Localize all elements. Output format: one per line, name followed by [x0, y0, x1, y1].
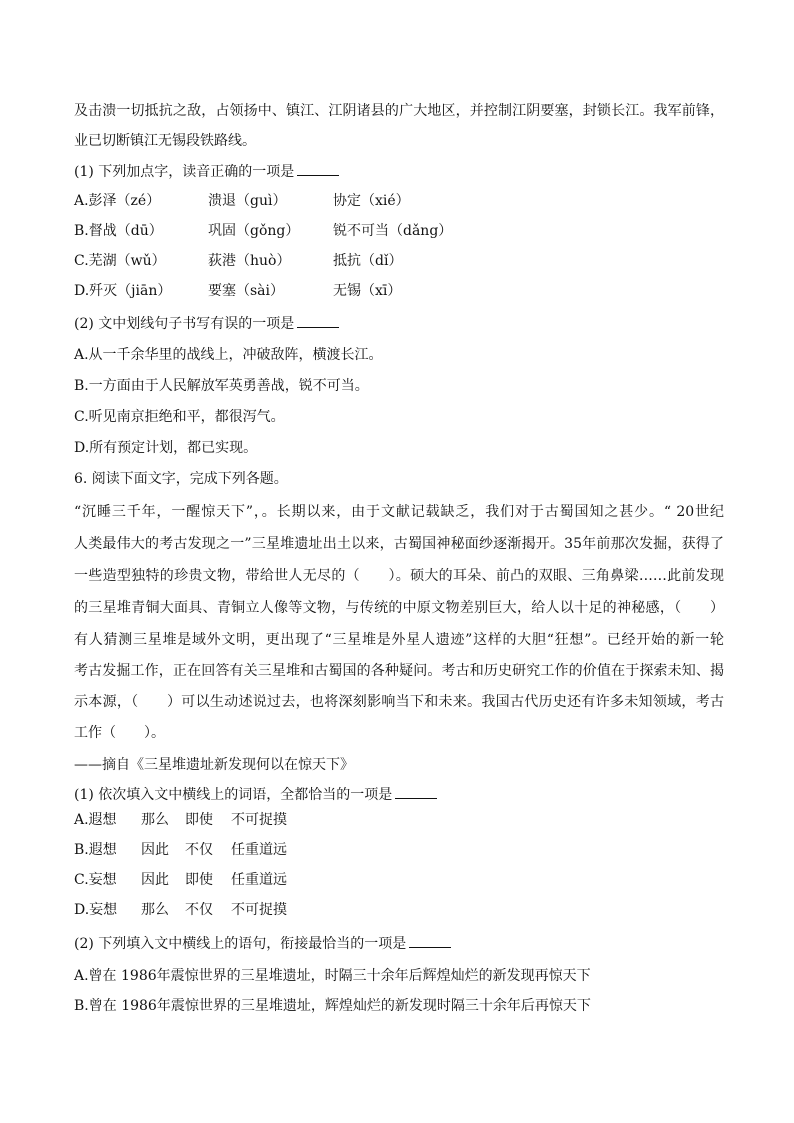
q6-passage-line-3: 一些造型独特的珍贵文物，带给世人无尽的（ ）。硕大的耳朵、前凸的双眼、三角鼻梁……此前发现: [74, 568, 724, 584]
answer-blank: [409, 934, 451, 948]
q6-1-stem-text: (1) 依次填入文中横线上的词语，全都恰当的一项是: [74, 787, 393, 803]
q6-1-option-c-4: 任重道远: [231, 872, 287, 888]
answer-blank: [297, 162, 339, 176]
q5-2-stem-text: (2) 文中划线句子书写有误的一项是: [74, 316, 295, 332]
q6-2-option-a: A.曾在 1986年震惊世界的三星堆遗址，时隔三十余年后辉煌灿烂的新发现再惊天下: [74, 968, 591, 984]
q5-1-option-b-3: 锐不可当（dǎng）: [333, 223, 453, 239]
q5-1-option-d-2: 要塞（sài）: [208, 283, 285, 299]
q6-passage-line-4: 的三星堆青铜大面具、青铜立人像等文物，与传统的中原文物差别巨大，给人以十足的神秘感，（ ）: [74, 600, 724, 616]
q6-2-option-b: B.曾在 1986年震惊世界的三星堆遗址，辉煌灿烂的新发现时隔三十余年后再惊天下: [74, 998, 591, 1014]
q6-1-option-d-1: D.妄想: [74, 902, 118, 918]
q6-1-option-a-4: 不可捉摸: [231, 812, 287, 828]
q6-passage-line-2: 人类最伟大的考古发现之一”三星堆遗址出土以来，古蜀国神秘面纱逐渐揭开。35年前那次发掘，获得了: [74, 536, 724, 552]
q6-passage-line-6: 考古发掘工作，正在回答有关三星堆和古蜀国的各种疑问。考古和历史研究工作的价值在于探索未知、揭: [74, 663, 724, 679]
q5-2-stem: [74, 314, 724, 334]
q5-1-option-a-3: 协定（xié）: [333, 193, 410, 209]
q5-1-option-c-2: 荻港（huò）: [208, 253, 291, 269]
q6-1-option-d-2: 那么: [141, 902, 169, 918]
intro-line-2: 业已切断镇江无锡段铁路线。: [74, 133, 256, 149]
q6-passage-line-5: 有人猜测三星堆是域外文明，更出现了“三星堆是外星人遗迹”这样的大胆“狂想”。已经开始的新一轮: [74, 632, 724, 648]
q6-2-stem: [74, 934, 724, 954]
q6-1-option-b-2: 因此: [141, 842, 169, 858]
q5-1-option-a-2: 溃退（guì）: [208, 193, 287, 209]
q6-1-stem: [74, 785, 724, 805]
q5-1-option-a-1: A.彭泽（zé）: [74, 193, 161, 209]
intro-line-1: 及击溃一切抵抗之敌，占领扬中、镇江、江阴诸县的广大地区，并控制江阴要塞，封锁长江。我军前锋，: [74, 103, 724, 119]
q6-1-option-c-1: C.妄想: [74, 872, 117, 888]
q5-1-option-c-3: 抵抗（dǐ）: [333, 253, 403, 269]
q6-1-option-b-1: B.遐想: [74, 842, 117, 858]
q5-2-option-d: D.所有预定计划，都已实现。: [74, 440, 258, 456]
q5-1-option-b-2: 巩固（gǒng）: [208, 223, 300, 239]
q5-1-option-b-1: B.督战（dū）: [74, 223, 163, 239]
q5-1-option-d-1: D.歼灭（jiān）: [74, 283, 172, 299]
q6-passage-line-7: 示本源，（ ）可以生动述说过去，也将深刻影响当下和未来。我国古代历史还有许多未知领域，考古: [74, 694, 724, 710]
q6-1-option-a-2: 那么: [141, 812, 169, 828]
q5-1-stem: [74, 162, 724, 182]
answer-blank: [395, 785, 437, 799]
q6-1-option-d-4: 不可捉摸: [231, 902, 287, 918]
q6-1-option-d-3: 不仅: [185, 902, 213, 918]
q5-2-option-b: B.一方面由于人民解放军英勇善战，锐不可当。: [74, 378, 369, 394]
q5-2-option-a: A.从一千余华里的战线上，冲破敌阵，横渡长江。: [74, 347, 383, 363]
q6-title: 6. 阅读下面文字，完成下列各题。: [74, 471, 288, 487]
q5-1-stem-text: (1) 下列加点字，读音正确的一项是: [74, 164, 295, 180]
q6-1-option-a-3: 即使: [185, 812, 213, 828]
q6-1-option-a-1: A.遐想: [74, 812, 117, 828]
q6-1-option-c-2: 因此: [141, 872, 169, 888]
q6-2-stem-text: (2) 下列填入文中横线上的语句，衔接最恰当的一项是: [74, 936, 407, 952]
q5-2-option-c: C.听见南京拒绝和平，都很泻气。: [74, 409, 285, 425]
q5-1-option-c-1: C.芜湖（wǔ）: [74, 253, 166, 269]
q6-passage-line-1: “沉睡三千年，一醒惊天下”，。长期以来，由于文献记载缺乏，我们对于古蜀国知之甚少。“ 20世纪: [74, 504, 724, 520]
q6-1-option-b-4: 任重道远: [231, 842, 287, 858]
q6-passage-line-8: 工作（ ）。: [74, 725, 165, 741]
q6-1-option-b-3: 不仅: [185, 842, 213, 858]
q6-1-option-c-3: 即使: [185, 872, 213, 888]
q5-1-option-d-3: 无锡（xī）: [333, 283, 402, 299]
q6-source: ——摘自《三星堆遗址新发现何以在惊天下》: [74, 757, 354, 773]
answer-blank: [297, 314, 339, 328]
